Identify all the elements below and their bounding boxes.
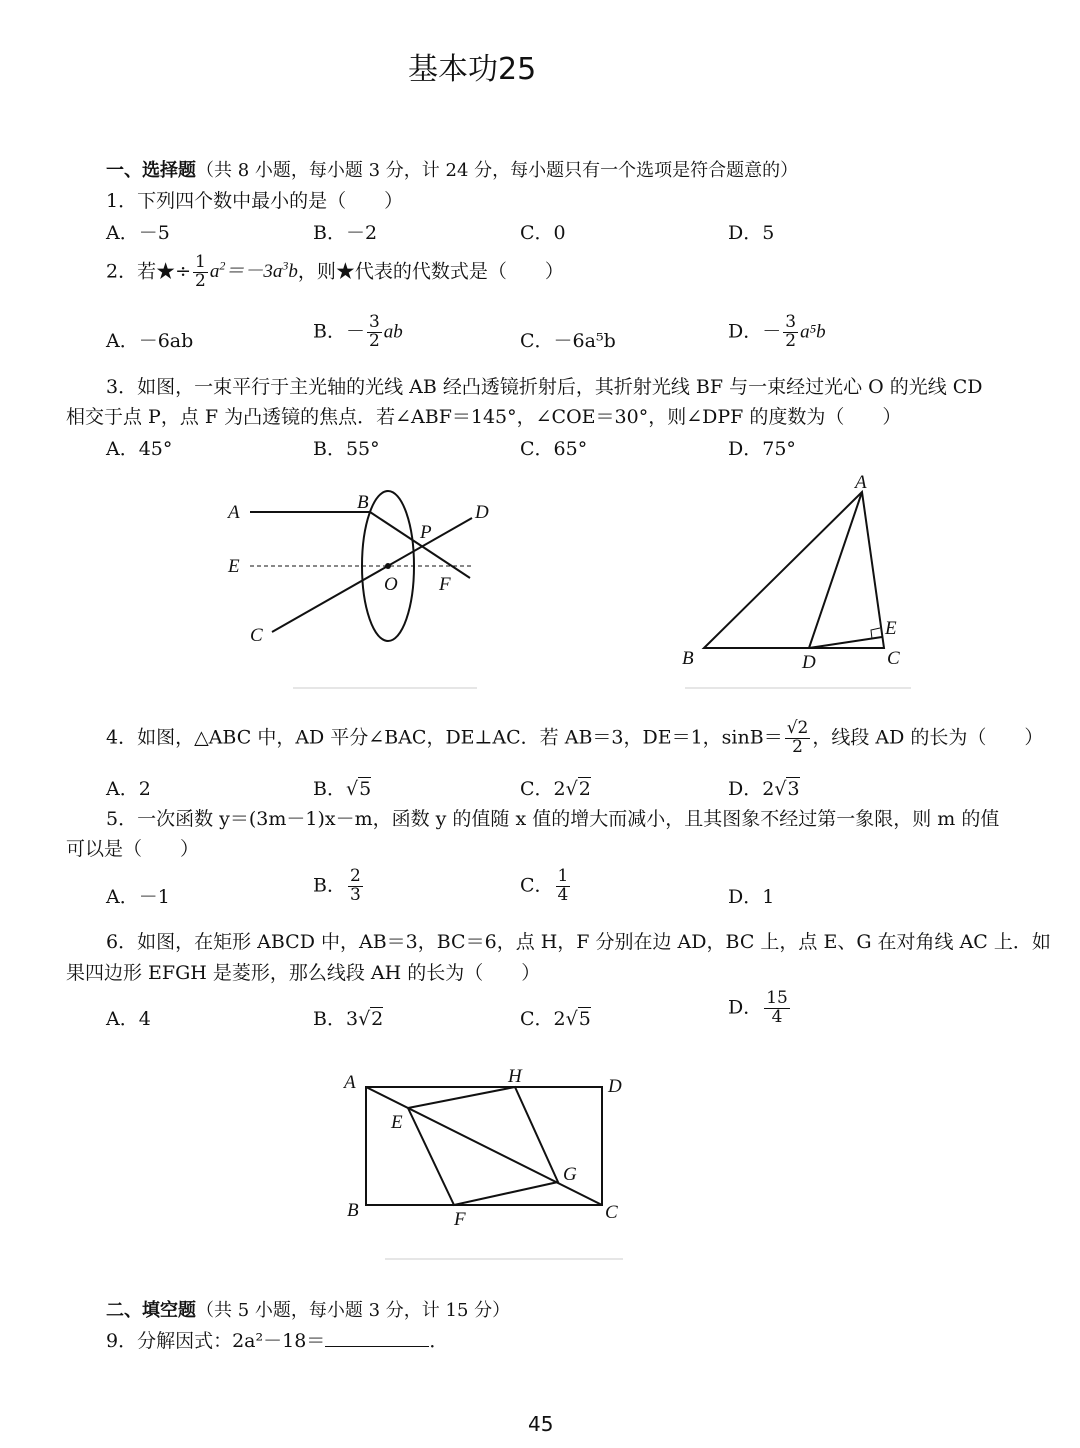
- q5-option-c: C． $\frac{1}{4}$: [520, 866, 569, 905]
- question-3-line1: 3．如图，一束平行于主光轴的光线 AB 经凸透镜折射后，其折射光线 BF 与一束经过光心 O 的光线 CD: [106, 376, 983, 398]
- label-C: C: [887, 648, 900, 669]
- q2-fraction: $\frac{1}{2}$: [195, 252, 206, 291]
- q6-option-b: B．3√2: [313, 1008, 384, 1030]
- q3-option-b: B．55°: [313, 438, 380, 460]
- label-G: G: [563, 1164, 577, 1185]
- label-C: C: [250, 625, 263, 646]
- q2-expr: $a^2=-3a^3b$: [209, 259, 298, 283]
- q1-option-a: A．－5: [106, 222, 170, 244]
- q3-option-c: C．65°: [520, 438, 588, 460]
- label-B: B: [357, 492, 369, 513]
- optical-center-dot: [385, 563, 391, 569]
- q1-option-d: D．5: [728, 222, 775, 244]
- label-F: F: [454, 1209, 466, 1230]
- section2-title: 二、填空题: [106, 1300, 196, 1321]
- question-3-line2: 相交于点 P，点 F 为凸透镜的焦点．若∠ABF＝145°，∠COE＝30°，则∠DPF 的度数为（ ）: [66, 406, 902, 428]
- label-D: D: [802, 652, 816, 673]
- question-6-line1: 6．如图，在矩形 ABCD 中，AB＝3，BC＝6，点 H，F 分别在边 AD，BC 上，点 E、G 在对角线 AC 上．如: [106, 931, 1051, 953]
- triangle-figure: [682, 472, 911, 688]
- q4-fraction: $\frac{√2}{2}$: [786, 718, 809, 757]
- q6-option-c: C．2√5: [520, 1008, 591, 1030]
- page-number: 45: [528, 1412, 554, 1436]
- label-H: H: [508, 1066, 522, 1087]
- label-D: D: [475, 502, 489, 523]
- q6-option-a: A．4: [106, 1008, 151, 1030]
- q5-option-a: A．－1: [106, 886, 170, 908]
- question-5-line1: 5．一次函数 y＝(3m－1)x－m，函数 y 的值随 x 值的增大而减小，且其图象不经过第一象限，则 m 的值: [106, 808, 1000, 830]
- section-title: 一、选择题: [106, 160, 196, 181]
- q2-option-a: A．－6ab: [106, 330, 194, 352]
- label-B: B: [347, 1200, 359, 1221]
- label-E: E: [228, 556, 240, 577]
- label-O: O: [384, 574, 398, 595]
- q2-option-c: C．－6a⁵b: [520, 330, 616, 352]
- answer-blank[interactable]: [325, 1328, 429, 1347]
- label-P: P: [420, 522, 432, 543]
- label-C: C: [605, 1202, 618, 1223]
- segment-ad: [809, 492, 862, 648]
- label-E: E: [391, 1112, 403, 1133]
- label-E: E: [885, 618, 897, 639]
- q2-option-d: D．－ $\frac{3}{2}$ a⁵b: [728, 312, 826, 351]
- q3-option-d: D．75°: [728, 438, 796, 460]
- segment-de: [809, 637, 882, 648]
- page-title: 基本功25: [408, 52, 537, 87]
- q3-option-a: A．45°: [106, 438, 173, 460]
- section2-heading: [106, 1296, 510, 1322]
- question-1: 1．下列四个数中最小的是（ ）: [106, 190, 404, 212]
- question-4: 4．如图，△ABC 中，AD 平分∠BAC，DE⊥AC．若 AB＝3，DE＝1，sinB＝ $\frac{√2}{2}$ ，线段 AD 的长为（ ）: [106, 718, 1044, 757]
- q1-option-c: C．0: [520, 222, 566, 244]
- label-D: D: [608, 1076, 622, 1097]
- q2-option-b: B．－ $\frac{3}{2}$ ab: [313, 312, 403, 351]
- q5-option-d: D．1: [728, 886, 775, 908]
- label-A: A: [855, 472, 867, 493]
- q4-option-a: A．2: [106, 778, 151, 800]
- diagonal-ac: [366, 1087, 602, 1205]
- label-B: B: [682, 648, 694, 669]
- q4-option-c: C．2√2: [520, 778, 591, 800]
- question-6-line2: 果四边形 EFGH 是菱形，那么线段 AH 的长为（ ）: [66, 962, 541, 984]
- q5-option-b: B． $\frac{2}{3}$: [313, 866, 361, 905]
- label-A: A: [344, 1072, 356, 1093]
- rectangle-figure: [342, 1066, 623, 1259]
- label-A: A: [228, 502, 240, 523]
- q1-option-b: B．－2: [313, 222, 378, 244]
- section2-note: （共 5 小题，每小题 3 分，计 15 分）: [196, 1300, 511, 1321]
- q6-option-d: D． $\frac{15}{4}$: [728, 988, 788, 1027]
- q2-prefix: 2．若★÷: [106, 260, 192, 283]
- question-9: 9．分解因式：2a²－18＝ ．: [106, 1330, 449, 1352]
- section-note: （共 8 小题，每小题 3 分，计 24 分，每小题只有一个选项是符合题意的）: [196, 160, 799, 181]
- q4-option-d: D．2√3: [728, 778, 800, 800]
- q4-option-b: B．√5: [313, 778, 372, 800]
- triangle-abc: [704, 492, 884, 648]
- question-5-line2: 可以是（ ）: [66, 838, 200, 860]
- q2-suffix: ，则★代表的代数式是（ ）: [297, 260, 564, 283]
- label-F: F: [439, 574, 451, 595]
